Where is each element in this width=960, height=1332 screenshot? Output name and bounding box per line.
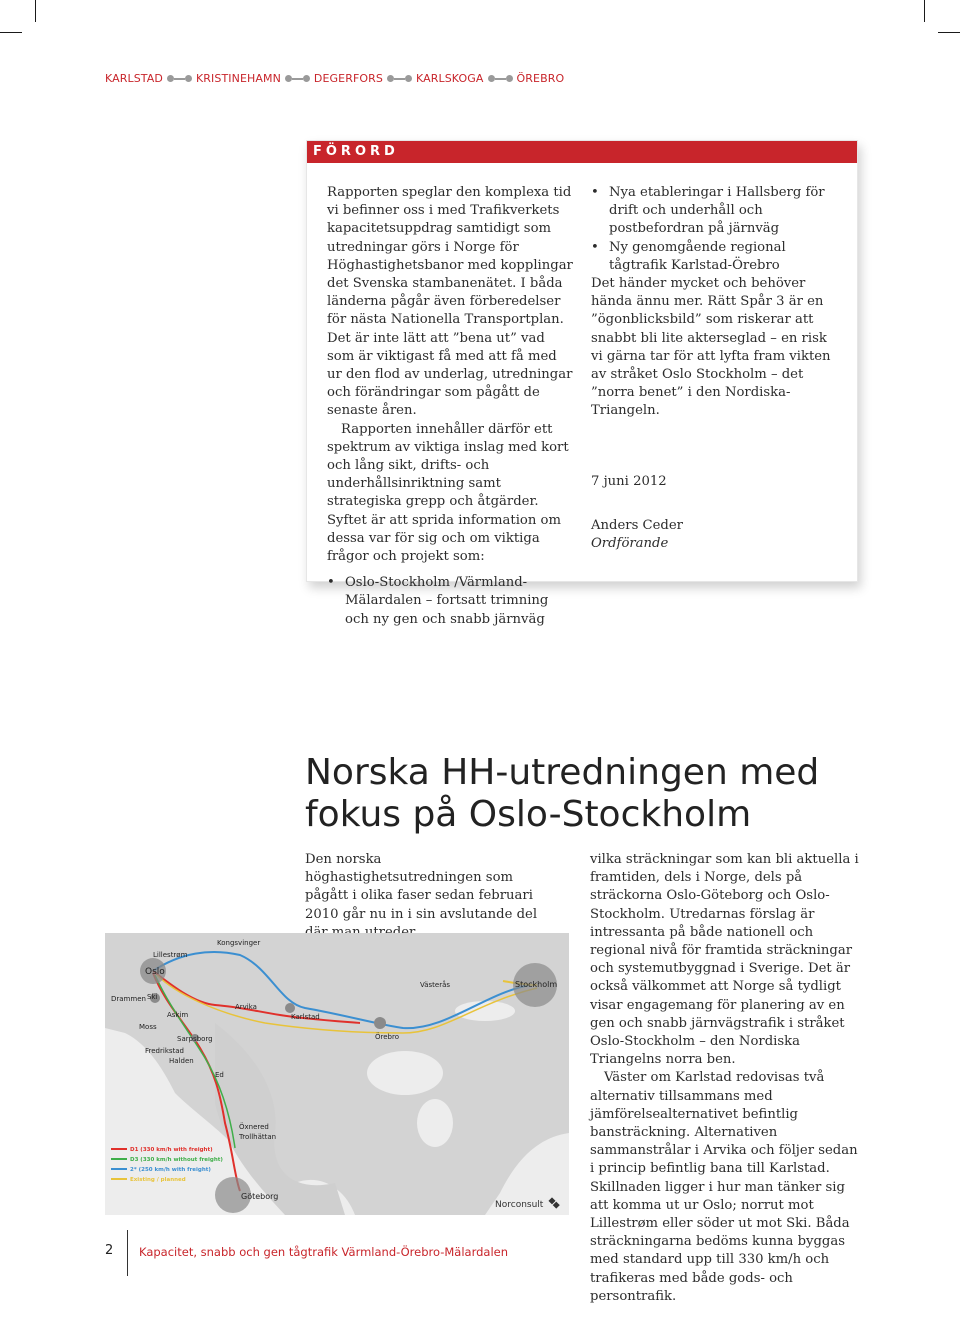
list-item: • Oslo-Stockholm /Värmland- Mälardalen – fortsatt trimning och ny gen och snabb järnväg (327, 574, 575, 629)
route-stop: KRISTINEHAMN (195, 72, 281, 85)
route-stop: DEGERFORS (313, 72, 383, 85)
foreword-bullet-list (591, 184, 839, 275)
route-header (105, 72, 564, 85)
foreword-column-right (591, 184, 839, 553)
footer-divider (127, 1230, 128, 1276)
route-stop: ÖREBRO (516, 72, 565, 85)
map-city-label: Ski (147, 993, 158, 1001)
map-city-label: Askim (167, 1011, 189, 1019)
list-item: • Nya etableringar i Hallsberg för drift och underhåll och postbefordran på järnväg (591, 184, 839, 239)
foreword-box (306, 140, 858, 627)
route-connector-icon (285, 75, 310, 82)
legend-entry: 2* (250 km/h with freight) (130, 1167, 211, 1173)
route-stop: KARLSTAD (105, 72, 163, 85)
crop-mark (35, 0, 36, 22)
map-city-label: Ed (215, 1071, 224, 1079)
map-city-label: Sarpsborg (177, 1035, 213, 1043)
map-city-label: Kongsvinger (217, 939, 261, 947)
map-city-label: Göteborg (241, 1192, 279, 1201)
foreword-paragraph: Det händer mycket och behöver hända ännu mer. Rätt Spår 3 är en ”ögonblicksbild” som riskerar att snabbt bli lite akterseglad – en risk vi gärna tar för att lyfta fram vikten av stråket Oslo Stockholm – det ”norra benet” i den Nordiska-Triangeln. (591, 276, 831, 419)
map-graphic (105, 933, 569, 1215)
article-headline: Norska HH-utredningen med fokus på Oslo-Stockholm (305, 752, 820, 835)
map-city-label: Lillestrøm (153, 951, 188, 959)
foreword-column-left (327, 184, 575, 629)
map-city-label: Öxnered (239, 1123, 269, 1131)
foreword-paragraph: Rapporten speglar den komplexa tid vi befinner oss i med Trafikverkets kapacitetsuppdrag samtidigt som utredningar görs i Norge för Höghastighetsbanor med kopplingar det Svenska stambanenätet. I båda länderna pågår även förberedelser för nästa Nationella Transportplan. Det är inte lätt att ”bena ut” vad som är viktigast få med att få med ur den flod av underlag, utredningar och förändringar som pågått de senaste åren. (327, 185, 573, 419)
article-paragraph: vilka sträckningar som kan bli aktuella i framtiden, dels i Norge, dels på sträckorna Oslo-Göteborg och Oslo-Stockholm. Utredarnas förslag är intressanta på både nationell och regional nivå för framtida sträckningar och systemutbyggnad i Sverige. Det är också välkommet att Norge så tydligt visar engagemang för planering av en gen och snabb järnvägstrafik i stråket Oslo-Stockholm – den Nordiska Triangelns norra ben. (590, 852, 859, 1068)
crop-mark (938, 32, 960, 33)
page-number: 2 (105, 1243, 114, 1258)
signer-name: Anders Ceder (591, 517, 683, 533)
route-stop: KARLSKOGA (415, 72, 484, 85)
rail-route-map (105, 933, 569, 1215)
article-column-left (305, 851, 560, 942)
foreword-bullet-list (327, 574, 575, 629)
footer-title: Kapacitet, snabb och gen tågtrafik Värmland-Örebro-Mälardalen (139, 1245, 509, 1259)
map-city-label: Fredrikstad (145, 1047, 184, 1055)
legend-entry: D3 (330 km/h without freight) (130, 1157, 223, 1163)
map-city-label: Arvika (235, 1003, 257, 1011)
legend-entry: D1 (330 km/h with freight) (130, 1147, 213, 1153)
signer-role: Ordförande (591, 536, 669, 552)
map-credit: Norconsult (495, 1200, 544, 1210)
legend-entry: Existing / planned (130, 1177, 186, 1183)
map-city-label: Drammen (111, 995, 146, 1003)
map-city-label: Moss (139, 1023, 157, 1031)
map-city-label: Karlstad (291, 1013, 320, 1021)
route-connector-icon (387, 75, 412, 82)
map-city-label: Trollhättan (239, 1133, 277, 1141)
map-city-label: Oslo (145, 967, 165, 977)
article-paragraph: Den norska höghastighetsutredningen som pågått i olika faser sedan februari 2010 går nu in i sin avslutande del (305, 852, 538, 922)
list-item: • Ny genomgående regional tågtrafik Karlstad-Örebro (591, 239, 839, 275)
map-city-label: Västerås (420, 981, 451, 989)
foreword-date: 7 juni 2012 (591, 473, 667, 489)
article-column-right (590, 851, 860, 1306)
crop-mark (0, 32, 22, 33)
map-city-label: Örebro (375, 1033, 399, 1041)
foreword-paragraph: Rapporten innehåller därför ett spektrum av viktiga inslag med kort och lång sikt, drifts- och underhållsinriktning samt strategiska grepp och åtgärder. Syftet är att sprida information om dessa var för sig och om viktiga frågor och projekt som: (327, 421, 569, 565)
map-city-label: Stockholm (515, 980, 558, 989)
route-connector-icon (167, 75, 192, 82)
map-city-label: Halden (169, 1057, 194, 1065)
crop-mark (924, 0, 925, 22)
route-connector-icon (488, 75, 513, 82)
foreword-heading: FÖRORD (307, 141, 857, 163)
article-paragraph: Väster om Karlstad redovisas två alternativ tillsammans med jämförelsealternativet befintlig bansträckning. Alternativen sammanstrålar i Arvika och följer sedan i princip befintlig bana till Karlstad. Skillnaden ligger i hur man tänker sig att komma ut ur Oslo; norrut mot Lillestrøm eller söder ut mot Ski. Båda sträckningarna bedöms kunna byggas med standard upp till 330 km/h och trafikeras med både gods- och persontrafik. (590, 1070, 858, 1304)
